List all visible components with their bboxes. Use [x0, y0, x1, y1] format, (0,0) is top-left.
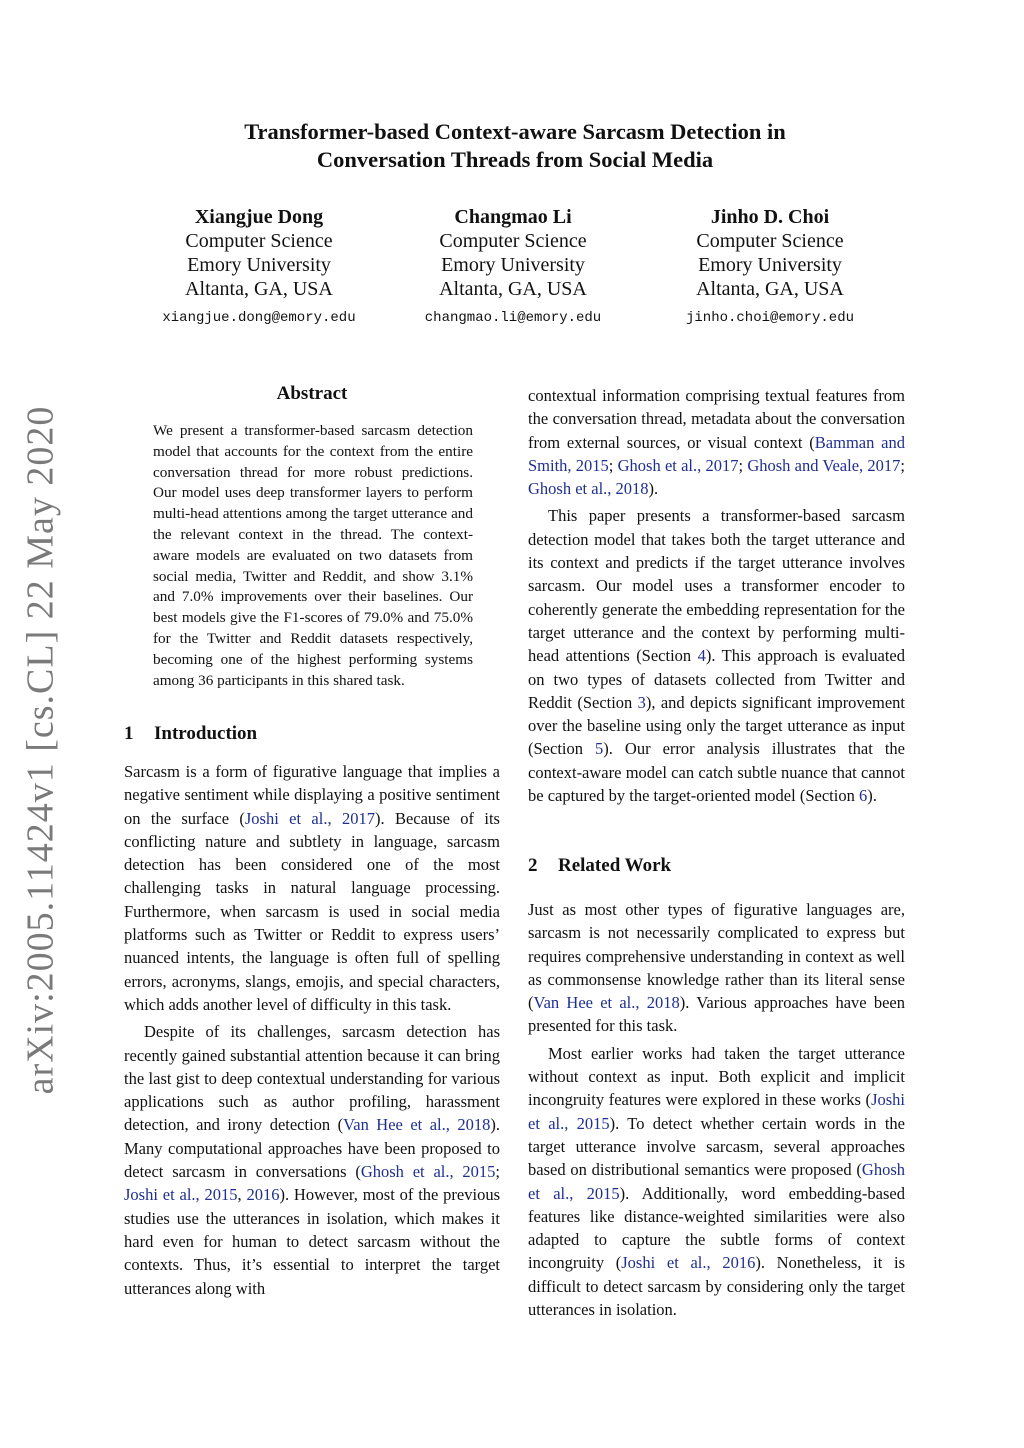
text-run: ). Our error analysis illustrates that the context-aware model can catch subtle nuance that cannot be captured by the target-oriented model (Section — [528, 739, 905, 806]
author-email[interactable]: changmao.li@emory.edu — [424, 310, 602, 326]
author-location: Altanta, GA, USA — [439, 278, 587, 300]
text-run: ). Many computational approaches have been proposed to detect sarcasm in conversations ( — [124, 1115, 500, 1182]
title-line-1: Transformer-based Context-aware Sarcasm Detection in — [244, 119, 786, 144]
author-email[interactable]: jinho.choi@emory.edu — [685, 310, 855, 326]
author-univ: Emory University — [441, 254, 585, 276]
section-number: 1 — [124, 723, 134, 744]
section-title: Related Work — [558, 855, 672, 876]
author-block-2 — [378, 205, 648, 330]
text-run: ). This approach is evaluated on two types of datasets collected from Twitter and Reddit (Section — [528, 646, 905, 712]
citation-link[interactable]: Ghosh et al., 2018 — [528, 479, 649, 499]
author-dept: Computer Science — [696, 230, 844, 252]
text-run: ). However, most of the previous studies use the utterances in isolation, which makes it hard even for human to detect sarcasm without the contexts. Thus, it’s essential to interpret the target utterances along with — [124, 1185, 501, 1298]
text-run: ). — [648, 479, 659, 499]
author-location: Altanta, GA, USA — [696, 278, 844, 300]
text-run: ). To detect whether certain words in the target utterance involve sarcasm, several approaches based on distributional semantics were proposed ( — [528, 1113, 905, 1180]
text-run: ; — [608, 455, 618, 475]
author-block-3 — [635, 205, 905, 330]
intro-paragraph-4 — [528, 504, 905, 807]
text-run: ; — [738, 455, 748, 475]
introduction-body — [124, 760, 500, 1300]
text-run: ). Various approaches have been presented for this task. — [528, 993, 905, 1036]
author-location: Altanta, GA, USA — [185, 278, 333, 300]
author-univ: Emory University — [698, 254, 842, 276]
abstract-paragraph: We present a transformer-based sarcasm detection model that accounts for the context from the entire conversation thread for more robust predictions. Our model uses deep transformer layers to perform multi-head attentions among the target utterance and the relevant context in the thread. The context-aware models are evaluated on two datasets from social media, Twitter and Reddit, and show 3.1% and 7.0% improvements over their baselines. Our best models give the F1-scores of 79.0% and 75.0% for the Twitter and Reddit datasets respectively, becoming one of the highest performing systems among 36 participants in this shared task. — [153, 422, 473, 689]
citation-link[interactable]: Joshi et al., 2015 — [124, 1185, 238, 1205]
author-name: Xiangjue Dong — [194, 206, 324, 228]
citation-link[interactable]: Ghosh and Veale, 2017 — [747, 455, 901, 475]
author-name: Changmao Li — [454, 206, 572, 228]
citation-link[interactable]: Joshi et al., 2016 — [621, 1253, 756, 1273]
author-dept: Computer Science — [185, 230, 333, 252]
section-ref-link[interactable]: 6 — [858, 786, 868, 806]
text-run: This paper presents a transformer-based sarcasm detection model that takes both the target utterance and its context and predicts if the target utterance involves sarcasm. Our model uses a transformer encoder to coherently generate the embedding representation for the target utterance and the context by performing multi-head attentions (Section — [528, 506, 905, 666]
intro-paragraph-2 — [124, 1020, 500, 1300]
author-email[interactable]: xiangjue.dong@emory.edu — [162, 310, 356, 326]
section-number: 2 — [528, 855, 538, 876]
introduction-heading — [124, 723, 257, 745]
intro-paragraph-1 — [124, 760, 500, 1016]
text-run: ). — [867, 786, 877, 806]
section-ref-link[interactable]: 3 — [637, 692, 646, 712]
arxiv-identifier-text: arXiv:2005.11424v1 [cs.CL] 22 May 2020 — [19, 405, 61, 1095]
text-run: ). Because of its conflicting nature and subtlety in language, sarcasm detection has been considered one of the most challenging tasks in natural language processing. Furthermore, when sarcasm is used in social media platforms such as Twitter or Reddit to express users’ nuanced intents, the language is often full of spelling errors, acronyms, slangs, emojis, and special characters, which adds another level of difficulty in this task. — [124, 808, 500, 1014]
arxiv-identifier-stamp — [0, 405, 80, 1095]
abstract-text — [153, 421, 473, 691]
text-run: ). Additionally, word embedding-based features like distance-weighted similarities were also adapted to capture the subtle forms of context incongruity ( — [528, 1183, 905, 1273]
author-name: Jinho D. Choi — [710, 206, 830, 228]
right-column-intro-continued — [528, 384, 905, 807]
author-dept: Computer Science — [439, 230, 587, 252]
related-paragraph-2 — [528, 1042, 905, 1322]
author-univ: Emory University — [187, 254, 331, 276]
related-paragraph-1 — [528, 898, 905, 1038]
section-ref-link[interactable]: 5 — [595, 739, 604, 759]
text-run: contextual information comprising textual features from the conversation thread, metadata about the conversation from external sources, or visual context ( — [528, 386, 905, 452]
related-work-body — [528, 898, 905, 1321]
text-run: Despite of its challenges, sarcasm detection has recently gained substantial attention because it can bring the last gist to deep contextual understanding for various applications such as author profiling, harassment detection, and irony detection ( — [124, 1022, 500, 1135]
citation-link[interactable]: Van Hee et al., 2018 — [533, 993, 680, 1013]
text-run: Just as most other types of figurative languages are, sarcasm is not necessarily complicated to express but requires comprehensive understanding in context as well as commonsense knowledge rather than its literal sense ( — [528, 900, 905, 1013]
text-run: ). Nonetheless, it is difficult to detect sarcasm by considering only the target utterances in isolation. — [528, 1253, 905, 1320]
text-run: ), and depicts significant improvement over the baseline using only the target utterance as input (Section — [528, 692, 906, 759]
paper-title — [140, 118, 890, 174]
citation-link[interactable]: Van Hee et al., 2018 — [343, 1115, 491, 1135]
related-work-heading — [528, 855, 671, 877]
intro-paragraph-3 — [528, 384, 905, 500]
title-line-2: Conversation Threads from Social Media — [316, 147, 714, 172]
citation-link[interactable]: Ghosh et al., 2015 — [360, 1162, 496, 1182]
citation-link[interactable]: Joshi et al., 2015 — [528, 1090, 905, 1133]
section-title: Introduction — [154, 723, 258, 744]
author-block-1 — [124, 205, 394, 330]
citation-link[interactable]: Bamman and Smith, 2015 — [528, 432, 905, 475]
section-ref-link[interactable]: 4 — [697, 646, 706, 666]
text-run: ; — [900, 455, 905, 475]
text-run: Sarcasm is a form of figurative language that implies a negative sentiment while displaying a positive sentiment on the surface ( — [124, 762, 500, 828]
citation-link[interactable]: Ghosh et al., 2015 — [528, 1160, 905, 1203]
citation-link[interactable]: 2016 — [246, 1185, 280, 1205]
text-run: Most earlier works had taken the target utterance without context as input. Both explicit and implicit incongruity features were explored in these works ( — [528, 1043, 905, 1110]
citation-link[interactable]: Joshi et al., 2017 — [244, 808, 375, 828]
text-run: ; — [495, 1162, 500, 1182]
abstract-heading: Abstract — [276, 383, 348, 404]
citation-link[interactable]: Ghosh et al., 2017 — [617, 455, 739, 475]
text-run: , — [237, 1185, 247, 1205]
